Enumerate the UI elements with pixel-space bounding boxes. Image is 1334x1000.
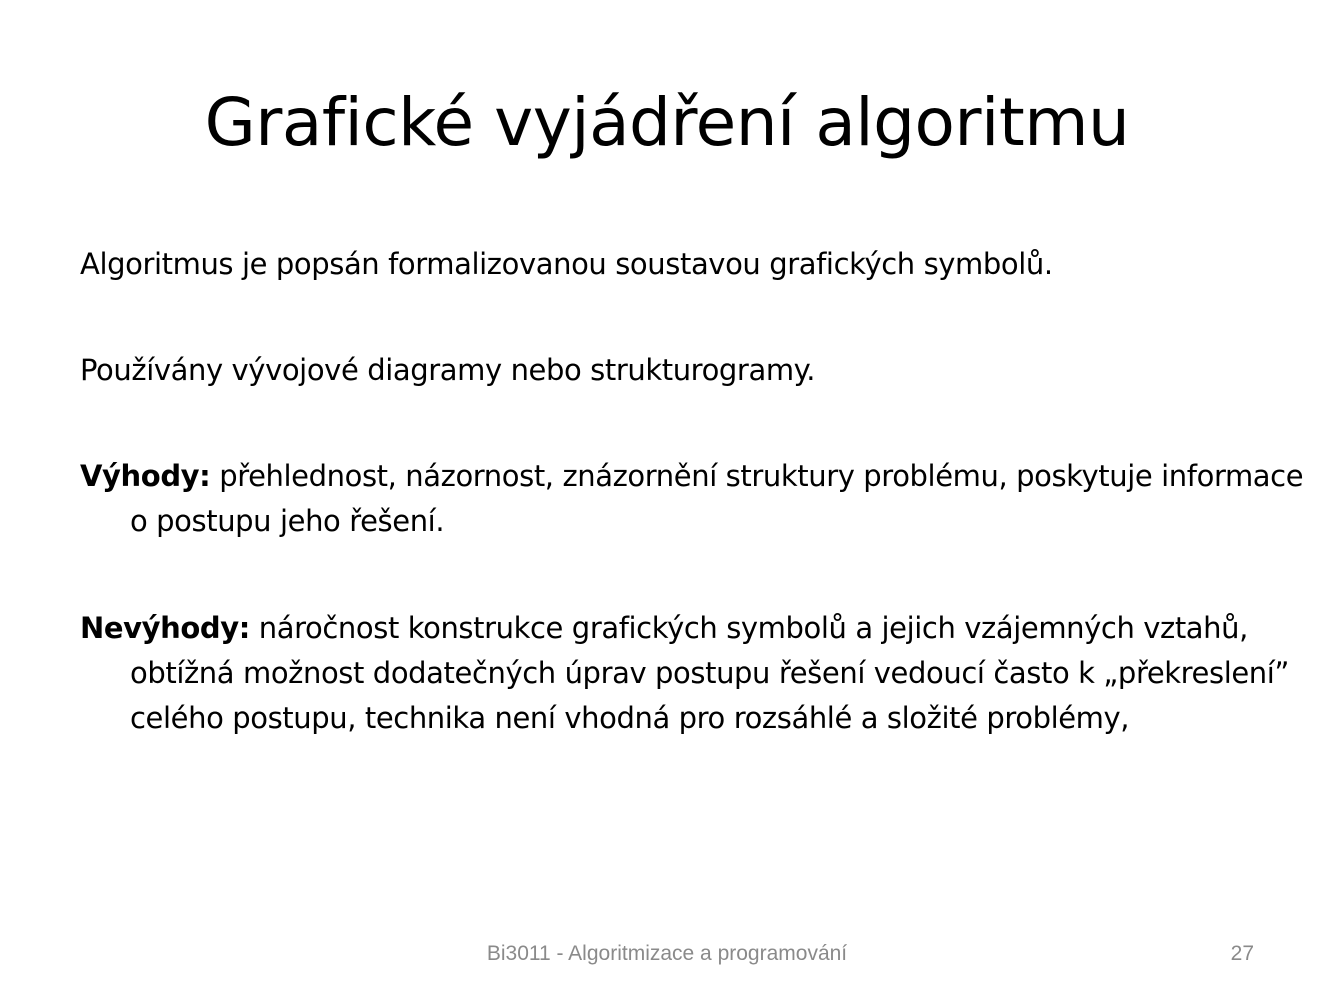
slide-title: Grafické vyjádření algoritmu — [204, 84, 1130, 161]
disadvantages-text: náročnost konstrukce grafických symbolů a jejich vzájemných vztahů, obtížná možnost dodatečných úprav postupu řešení vedoucí často k „překreslení” celého postupu, technika není vhodná pro rozsáhlé a složité problémy, — [130, 611, 1290, 735]
paragraph-usage: Používány vývojové diagramy nebo strukturogramy. — [80, 353, 816, 387]
paragraph-disadvantages — [80, 606, 1310, 741]
page-number: 27 — [1230, 942, 1254, 965]
advantages-text: přehlednost, názornost, znázornění struktury problému, poskytuje informace o postupu jeho řešení. — [130, 459, 1304, 538]
paragraph-advantages — [80, 454, 1310, 544]
footer-course-name: Bi3011 - Algoritmizace a programování — [486, 942, 848, 965]
advantages-label: Výhody: — [80, 459, 211, 493]
disadvantages-label: Nevýhody: — [80, 611, 250, 645]
paragraph-description: Algoritmus je popsán formalizovanou soustavou grafických symbolů. — [80, 247, 1053, 281]
